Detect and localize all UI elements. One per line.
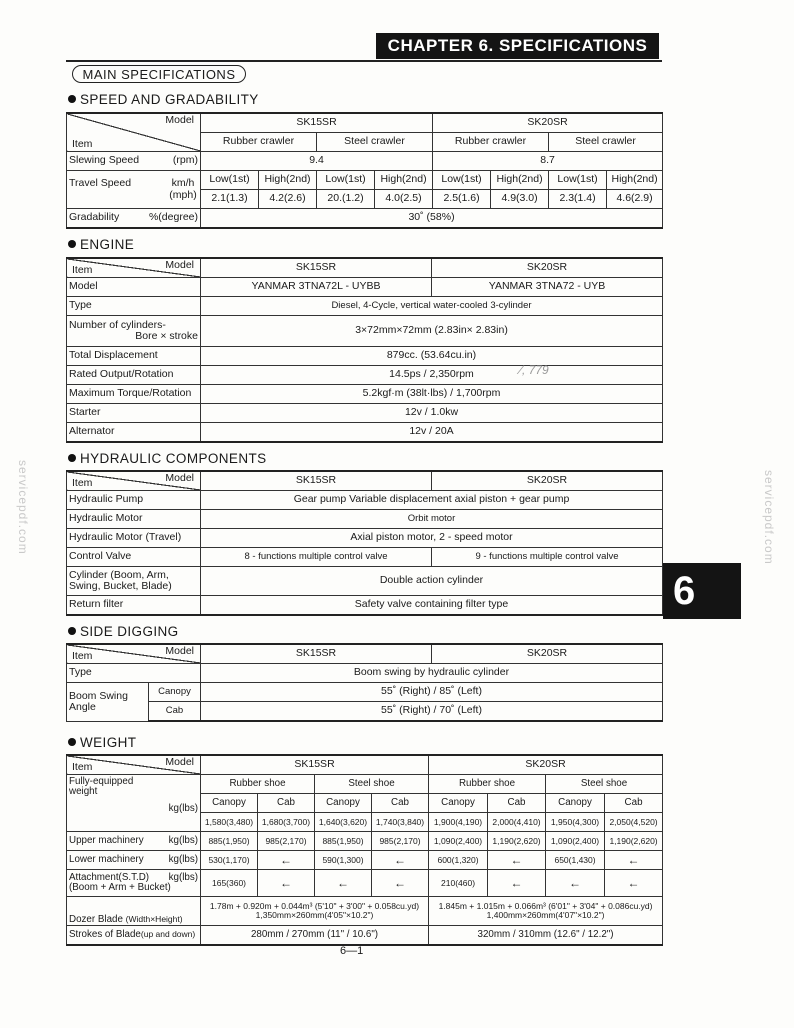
- table-row: Alternator 12v / 20A: [67, 423, 663, 443]
- table-row: Type Diesel, 4-Cycle, vertical water-cooled 3-cylinder: [67, 297, 663, 316]
- table-row: Lower machinery kg(lbs) 530(1,170) ← 590(1,300) ← 600(1,320) ← 650(1,430) ←: [67, 851, 663, 870]
- table-row: Model Item SK15SR SK20SR: [67, 471, 663, 491]
- same-as-left-arrow-icon: ←: [605, 870, 663, 897]
- section-hydraulic-title: HYDRAULIC COMPONENTS: [68, 451, 267, 466]
- table-row: Rated Output/Rotation 14.5ps / 2,350rpm: [67, 366, 663, 385]
- section-speed-title: SPEED AND GRADABILITY: [68, 92, 259, 107]
- table-row: Return filter Safety valve containing filter type: [67, 596, 663, 616]
- table-row: Hydraulic Pump Gear pump Variable displacement axial piston + gear pump: [67, 491, 663, 510]
- table-row: Travel Speed km/h (mph) Low(1st) High(2nd) Low(1st) High(2nd) Low(1st) High(2nd) Low(1st) High(2nd): [67, 171, 663, 190]
- same-as-left-arrow-icon: ←: [372, 851, 429, 870]
- table-row: Canopy Cab Canopy Cab Canopy Cab Canopy Cab: [67, 794, 663, 813]
- table-row: Cab 55˚ (Right) / 70˚ (Left): [67, 702, 663, 722]
- handwritten-note: ⁄, 779: [520, 363, 549, 377]
- page-number: 6—1: [340, 945, 364, 957]
- header-rule: [66, 60, 662, 62]
- table-row: Model Item SK15SR SK20SR: [67, 755, 663, 775]
- same-as-left-arrow-icon: ←: [488, 870, 546, 897]
- bullet-icon: [68, 95, 76, 103]
- table-row: Number of cylinders- Bore × stroke 3×72mm×72mm (2.83in× 2.83in): [67, 316, 663, 347]
- table-row: Attachment(S.T.D) kg(lbs) (Boom + Arm + Bucket) 165(360) ← ← ← 210(460) ← ← ←: [67, 870, 663, 897]
- same-as-left-arrow-icon: ←: [605, 851, 663, 870]
- table-row: Slewing Speed (rpm) 9.4 8.7: [67, 152, 663, 171]
- model-sk15: SK15SR: [201, 113, 433, 133]
- watermark-left: servicepdf.com: [16, 460, 30, 555]
- bullet-icon: [68, 240, 76, 248]
- watermark-right: servicepdf.com: [762, 470, 776, 565]
- table-row: Fully-equipped weight kg(lbs) Rubber shoe Steel shoe Rubber shoe Steel shoe: [67, 775, 663, 794]
- table-row: Rubber crawler Steel crawler Rubber crawler Steel crawler: [67, 133, 663, 152]
- table-row: 1,580(3,480) 1,680(3,700) 1,640(3,620) 1,740(3,840) 1,900(4,190) 2,000(4,410) 1,950(4,300) 2,050(4,520): [67, 813, 663, 832]
- table-row: Cylinder (Boom, Arm, Swing, Bucket, Blade) Double action cylinder: [67, 567, 663, 596]
- table-row: Dozer Blade (Width×Height) 1.78m + 0.920m + 0.044m³ (5'10" + 3'00" + 0.058cu.yd) 1,350mm×260mm(4'05"×10.2") 1.845m + 1.015m + 0.066m³ (6'01" + 3'04" + 0.086cu.yd) 1,400mm×260mm(4'07"×10.2"): [67, 897, 663, 926]
- main-specifications-label: MAIN SPECIFICATIONS: [72, 65, 246, 83]
- table-row: Strokes of Blade(up and down) 280mm / 270mm (11" / 10.6") 320mm / 310mm (12.6" / 12.2"): [67, 926, 663, 946]
- side-digging-table: [66, 643, 663, 722]
- chapter-title: CHAPTER 6. SPECIFICATIONS: [376, 33, 659, 59]
- chapter-tab: 6: [663, 563, 741, 619]
- weight-table: [66, 754, 663, 946]
- model-sk20: SK20SR: [433, 113, 663, 133]
- table-row: Total Displacement 879cc. (53.64cu.in): [67, 347, 663, 366]
- table-row: Hydraulic Motor (Travel) Axial piston motor, 2 - speed motor: [67, 529, 663, 548]
- hydraulic-table: [66, 470, 663, 616]
- table-row: Model Item SK15SR SK20SR: [67, 644, 663, 664]
- same-as-left-arrow-icon: ←: [258, 851, 315, 870]
- table-row: Gradability %(degree) 30˚ (58%): [67, 209, 663, 229]
- table-row: Control Valve 8 - functions multiple control valve 9 - functions multiple control valve: [67, 548, 663, 567]
- table-row: Hydraulic Motor Orbit motor: [67, 510, 663, 529]
- same-as-left-arrow-icon: ←: [488, 851, 546, 870]
- bullet-icon: [68, 454, 76, 462]
- table-row: Model YANMAR 3TNA72L - UYBB YANMAR 3TNA72 - UYB: [67, 278, 663, 297]
- same-as-left-arrow-icon: ←: [372, 870, 429, 897]
- same-as-left-arrow-icon: ←: [315, 870, 372, 897]
- table-row: [67, 113, 663, 133]
- table-row: Upper machinery kg(lbs) 885(1,950) 985(2,170) 885(1,950) 985(2,170) 1,090(2,400) 1,190(2,620) 1,090(2,400) 1,190(2,620): [67, 832, 663, 851]
- table-row: Type Boom swing by hydraulic cylinder: [67, 664, 663, 683]
- section-engine-title: ENGINE: [68, 237, 134, 252]
- section-weight-title: WEIGHT: [68, 735, 136, 750]
- table-row: Model Item SK15SR SK20SR: [67, 258, 663, 278]
- table-row: 2.1(1.3) 4.2(2.6) 20.(1.2) 4.0(2.5) 2.5(1.6) 4.9(3.0) 2.3(1.4) 4.6(2.9): [67, 190, 663, 209]
- bullet-icon: [68, 738, 76, 746]
- bullet-icon: [68, 627, 76, 635]
- engine-table: [66, 257, 663, 443]
- table-row: Starter 12v / 1.0kw: [67, 404, 663, 423]
- diagonal-header-cell: Model Item: [67, 113, 201, 152]
- same-as-left-arrow-icon: ←: [258, 870, 315, 897]
- same-as-left-arrow-icon: ←: [546, 870, 605, 897]
- speed-table: [66, 112, 663, 229]
- table-row: Boom Swing Angle Canopy 55˚ (Right) / 85˚ (Left): [67, 683, 663, 702]
- table-row: Maximum Torque/Rotation 5.2kgf·m (38lt·lbs) / 1,700rpm: [67, 385, 663, 404]
- section-side-digging-title: SIDE DIGGING: [68, 624, 179, 639]
